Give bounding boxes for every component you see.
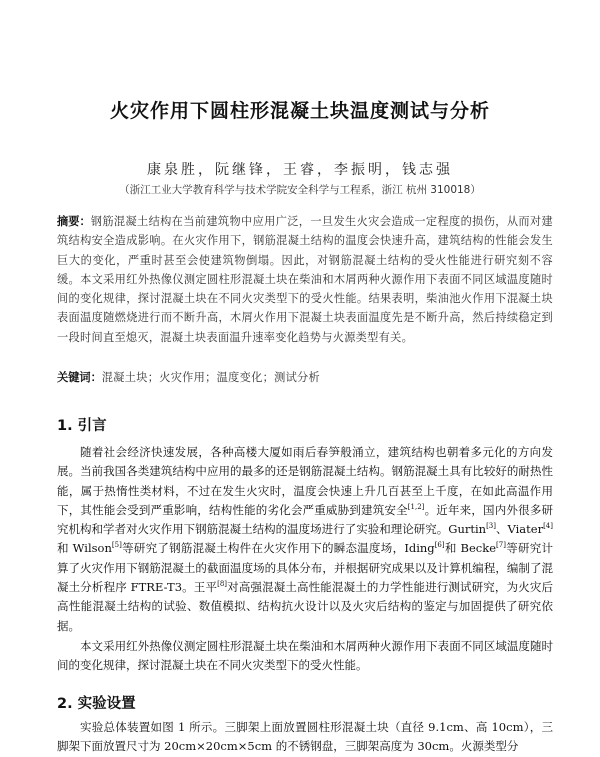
abstract bbox=[57, 212, 553, 347]
citation-1-2: [1,2] bbox=[407, 503, 425, 512]
citation-4: [4] bbox=[543, 522, 553, 531]
keywords-label: 关键词： bbox=[57, 371, 102, 384]
intro-text-f: 和 Becke bbox=[444, 541, 497, 556]
section-heading-introduction: 1. 引言 bbox=[57, 418, 107, 434]
keywords bbox=[57, 368, 553, 387]
intro-text-g: 等研究计算了火灾作用下钢筋混凝土的截面温度场的具体分布，并根据研究成果以及计算机编程，编制了混凝土分析程序 FTRE-T3。王平 bbox=[57, 541, 553, 595]
intro-paragraph-1 bbox=[57, 443, 553, 636]
affiliation: （浙江工业大学教育科学与技术学院安全科学与工程系，浙江 杭州 310018） bbox=[119, 184, 481, 196]
experiment-paragraph-1 bbox=[57, 718, 553, 757]
keywords-text: 混凝土块；火灾作用；温度变化；测试分析 bbox=[101, 371, 321, 384]
intro-text-h: 对高强混凝土高性能混凝土的力学性能进行测试研究，为火灾后高性能混凝土结构的试验、数值模拟、结构抗火设计以及火灾后结构的鉴定与加固提供了研究依据。 bbox=[57, 580, 553, 633]
citation-5: [5] bbox=[111, 541, 122, 550]
intro-text-b: 。近年来，国内外很多研究机构和学者对火灾作用下钢筋混凝土结构的温度场进行了实验和理论研究。Gurtin bbox=[57, 502, 554, 537]
abstract-text: 钢筋混凝土结构在当前建筑物中应用广泛，一旦发生火灾会造成一定程度的损伤，从而对建筑结构安全造成影响。在火灾作用下，钢筋混凝土结构的温度会快速升高，建筑结构的性能会发生巨大的变化，严重时甚至会使建筑物倒塌。因此，对钢筋混凝土结构的受火性能进行研究刻不容缓。本文采用红外热像仪测定圆柱形混凝土块在柴油和木屑两种火源作用下表面不同区域温度随时间的变化规律，探讨混凝土块在不同火灾类型下的受火性能。结果表明，柴油池火作用下混凝土块表面温度随燃烧进行而不断升高，木屑火作用下混凝土块表面温度先是不断升高，然后持续稳定到一段时间直至熄灭，混凝土块表面温升速率变化趋势与火源类型有关。 bbox=[57, 215, 553, 344]
author-list: 康泉胜，阮继锋，王睿，李振明，钱志强 bbox=[147, 162, 453, 178]
section-heading-experiment: 2. 实验设置 bbox=[57, 696, 136, 712]
intro-text-2: 本文采用红外热像仪测定圆柱形混凝土块在柴油和木屑两种火源作用下表面不同区域温度随时间的变化规律，探讨混凝土块在不同火灾类型下的受火性能。 bbox=[57, 639, 553, 673]
abstract-label: 摘要： bbox=[57, 215, 91, 228]
citation-3: [3] bbox=[486, 522, 496, 531]
citation-6: [6] bbox=[434, 541, 445, 550]
intro-paragraph-2 bbox=[57, 637, 553, 676]
paper-title: 火灾作用下圆柱形混凝土块温度测试与分析 bbox=[109, 100, 490, 122]
citation-7: [7] bbox=[496, 541, 506, 550]
intro-text-e: 等研究了钢筋混凝土构件在火灾作用下的瞬态温度场，Iding bbox=[121, 541, 435, 556]
intro-text-c: 、Viater bbox=[496, 522, 544, 537]
intro-text-a: 随着社会经济快速发展，各种高楼大厦如雨后春笋般涌立，建筑结构也朝着多元化的方向发展。当前我国各类建筑结构中应用的最多的还是钢筋混凝土结构。钢筋混凝土具有比较好的耐热性能，属于热惰性类材料，不过在发生火灾时，温度会快速上升几百甚至上千度，在如此高温作用下，其性能会受到严重影响，结构性能的劣化会严重威胁到建筑安全 bbox=[57, 445, 553, 517]
citation-8: [8] bbox=[217, 580, 228, 589]
experiment-text-1: 实验总体装置如图 1 所示。三脚架上面放置圆柱形混凝土块（直径 9.1cm、高 10cm），三脚架下面放置尺寸为 20cm×20cm×5cm 的不锈钢盘，三脚架高度为 30cm。火源类型分 bbox=[57, 720, 553, 754]
intro-text-d: 和 Wilson bbox=[57, 541, 112, 556]
